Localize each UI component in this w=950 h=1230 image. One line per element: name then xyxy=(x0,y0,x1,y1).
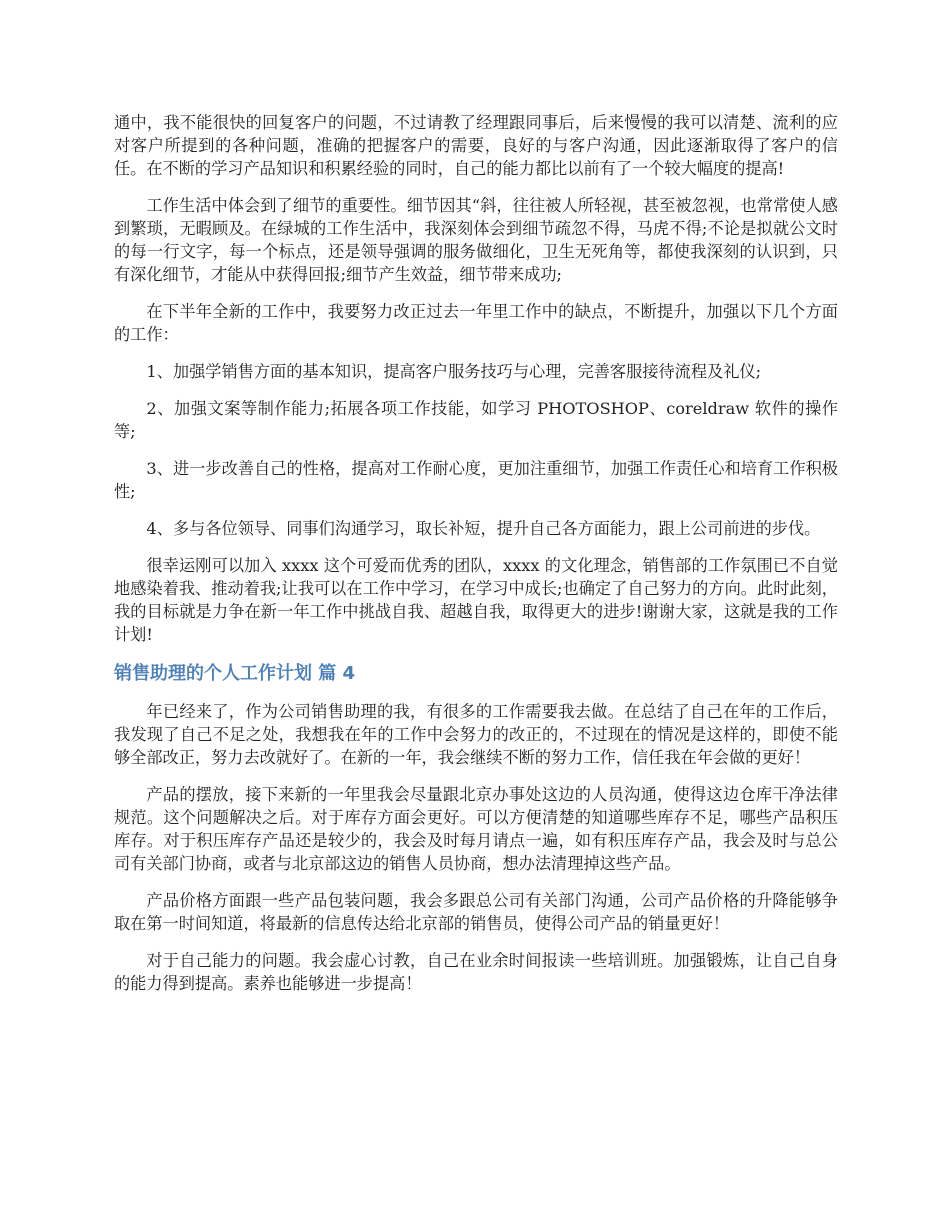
paragraph-inventory: 产品的摆放，接下来新的一年里我会尽量跟北京办事处这边的人员沟通，使得这边仓库干净法律规范。这个问题解决之后。对于库存方面会更好。可以方便清楚的知道哪些库存不足，哪些产品积压库存。对于积压库存产品还是较少的，我会及时每月请点一遍，如有积压库存产品，我会及时与总公司有关部门协商，或者与北京部这边的销售人员协商，想办法清理掉这些产品。 xyxy=(114,785,838,873)
document-page xyxy=(114,111,838,1009)
paragraph-pricing: 产品价格方面跟一些产品包装问题，我会多跟总公司有关部门沟通，公司产品价格的升降能够争取在第一时间知道，将最新的信息传达给北京部的销售员，使得公司产品的销量更好！ xyxy=(114,891,838,933)
list-item-4: 4、多与各位领导、同事们沟通学习，取长补短，提升自己各方面能力，跟上公司前进的步伐。 xyxy=(146,519,821,538)
paragraph-new-year: 年已经来了，作为公司销售助理的我，有很多的工作需要我去做。在总结了自己在年的工作后，我发现了自己不足之处，我想我在年的工作中会努力的改正的，不过现在的情况是这样的，即使不能够全部改正，努力去改就好了。在新的一年，我会继续不断的努力工作，信任我在年会做的更好！ xyxy=(114,702,838,767)
paragraph-detail-importance: 工作生活中体会到了细节的重要性。细节因其“斜，往往被人所轻视，甚至被忽视，也常常使人感到繁琐，无暇顾及。在绿城的工作生活中，我深刻体会到细节疏忽不得，马虎不得;不论是拟就公文时的每一行文字，每一个标点，还是领导强调的服务做细化，卫生无死角等，都使我深刻的认识到，只有深化细节，才能从中获得回报;细节产生效益，细节带来成功; xyxy=(114,196,838,284)
section-heading: 销售助理的个人工作计划 篇 4 xyxy=(114,663,356,684)
paragraph-self-improvement: 对于自己能力的问题。我会虚心讨教，自己在业余时间报读一些培训班。加强锻炼，让自己自身的能力得到提高。素养也能够进一步提高！ xyxy=(114,951,838,993)
paragraph-continuation: 通中，我不能很快的回复客户的问题，不过请教了经理跟同事后，后来慢慢的我可以清楚、流利的应对客户所提到的各种问题，准确的把握客户的需要，良好的与客户沟通，因此逐渐取得了客户的信任。在不断的学习产品知识和积累经验的同时，自己的能力都比以前有了一个较大幅度的提高! xyxy=(114,113,838,178)
list-item-1: 1、加强学销售方面的基本知识，提高客户服务技巧与心理，完善客服接待流程及礼仪; xyxy=(146,362,762,381)
list-item-2: 2、加强文案等制作能力;拓展各项工作技能，如学习 PHOTOSHOP、coreldraw 软件的操作等; xyxy=(114,399,838,441)
paragraph-plan-intro: 在下半年全新的工作中，我要努力改正过去一年里工作中的缺点，不断提升，加强以下几个方面的工作： xyxy=(114,302,838,344)
paragraph-closing: 很幸运刚可以加入 xxxx 这个可爱而优秀的团队，xxxx 的文化理念，销售部的工作氛围已不自觉地感染着我、推动着我;让我可以在工作中学习，在学习中成长;也确定了自己努力的方向。此时此刻，我的目标就是力争在新一年工作中挑战自我、超越自我，取得更大的进步!谢谢大家，这就是我的工作计划! xyxy=(114,556,838,644)
list-item-3: 3、进一步改善自己的性格，提高对工作耐心度，更加注重细节，加强工作责任心和培育工作积极性; xyxy=(114,459,838,501)
